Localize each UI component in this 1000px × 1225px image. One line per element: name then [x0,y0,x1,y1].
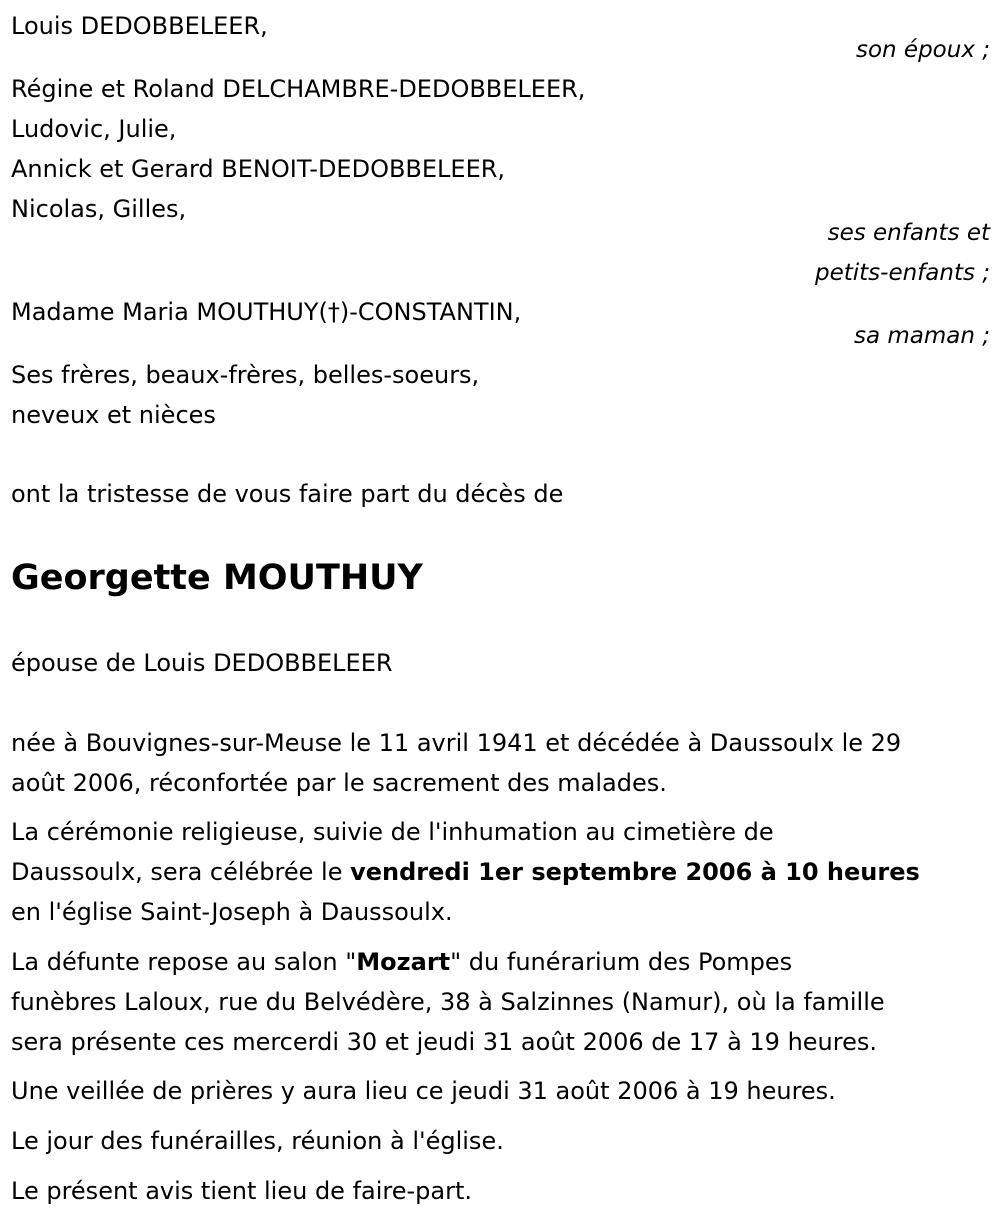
children-relation: ses enfants et [827,220,990,246]
salon-name: Mozart [356,948,451,976]
ceremony-line: La cérémonie religieuse, suivie de l'inhumation au cimetière de [11,818,774,846]
vigil-text: Une veillée de prières y aura lieu ce jeudi 31 août 2006 à 19 heures. [11,1077,836,1105]
spouse-name: Louis DEDOBBELEER, [11,12,268,40]
siblings-line: Ses frères, beaux-frères, belles-soeurs, [11,361,480,389]
children-relation: petits-enfants ; [814,260,990,286]
notice-text: Le présent avis tient lieu de faire-part. [11,1177,473,1205]
children-line: Ludovic, Julie, [11,115,177,143]
children-line: Annick et Gerard BENOIT-DEDOBBELEER, [11,155,506,183]
funeral-day-text: Le jour des funérailles, réunion à l'église. [11,1127,504,1155]
mother-name-after: )-CONSTANTIN, [339,298,522,326]
rest-text: " du funérarium des Pompes [450,948,793,976]
rest-line [11,948,792,976]
mother-relation: sa maman ; [853,323,990,349]
spouse-relation: son époux ; [855,37,990,63]
mother-name-before: Madame Maria MOUTHUY( [11,298,328,326]
intro-text: ont la tristesse de vous faire part du décès de [11,480,564,508]
spouse-of: épouse de Louis DEDOBBELEER [11,649,393,677]
deceased-name: Georgette MOUTHUY [11,558,423,598]
mother-name [11,298,521,326]
rest-text: La défunte repose au salon " [11,948,357,976]
ceremony-line: en l'église Saint-Joseph à Daussoulx. [11,898,453,926]
ceremony-line [11,858,920,886]
rest-line: sera présente ces mercerdi 30 et jeudi 31 août 2006 de 17 à 19 heures. [11,1028,878,1056]
children-line: Régine et Roland DELCHAMBRE-DEDOBBELEER, [11,75,586,103]
children-line: Nicolas, Gilles, [11,195,187,223]
ceremony-text: Daussoulx, sera célébrée le [11,858,351,886]
rest-line: funèbres Laloux, rue du Belvédère, 38 à Salzinnes (Namur), où la famille [11,988,885,1016]
birth-death-line: août 2006, réconfortée par le sacrement des malades. [11,769,667,797]
birth-death-line: née à Bouvignes-sur-Meuse le 11 avril 1941 et décédée à Daussoulx le 29 [11,729,902,757]
cross-icon: † [327,298,340,326]
ceremony-date: vendredi 1er septembre 2006 à 10 heures [350,858,920,886]
siblings-line: neveux et nièces [11,401,216,429]
